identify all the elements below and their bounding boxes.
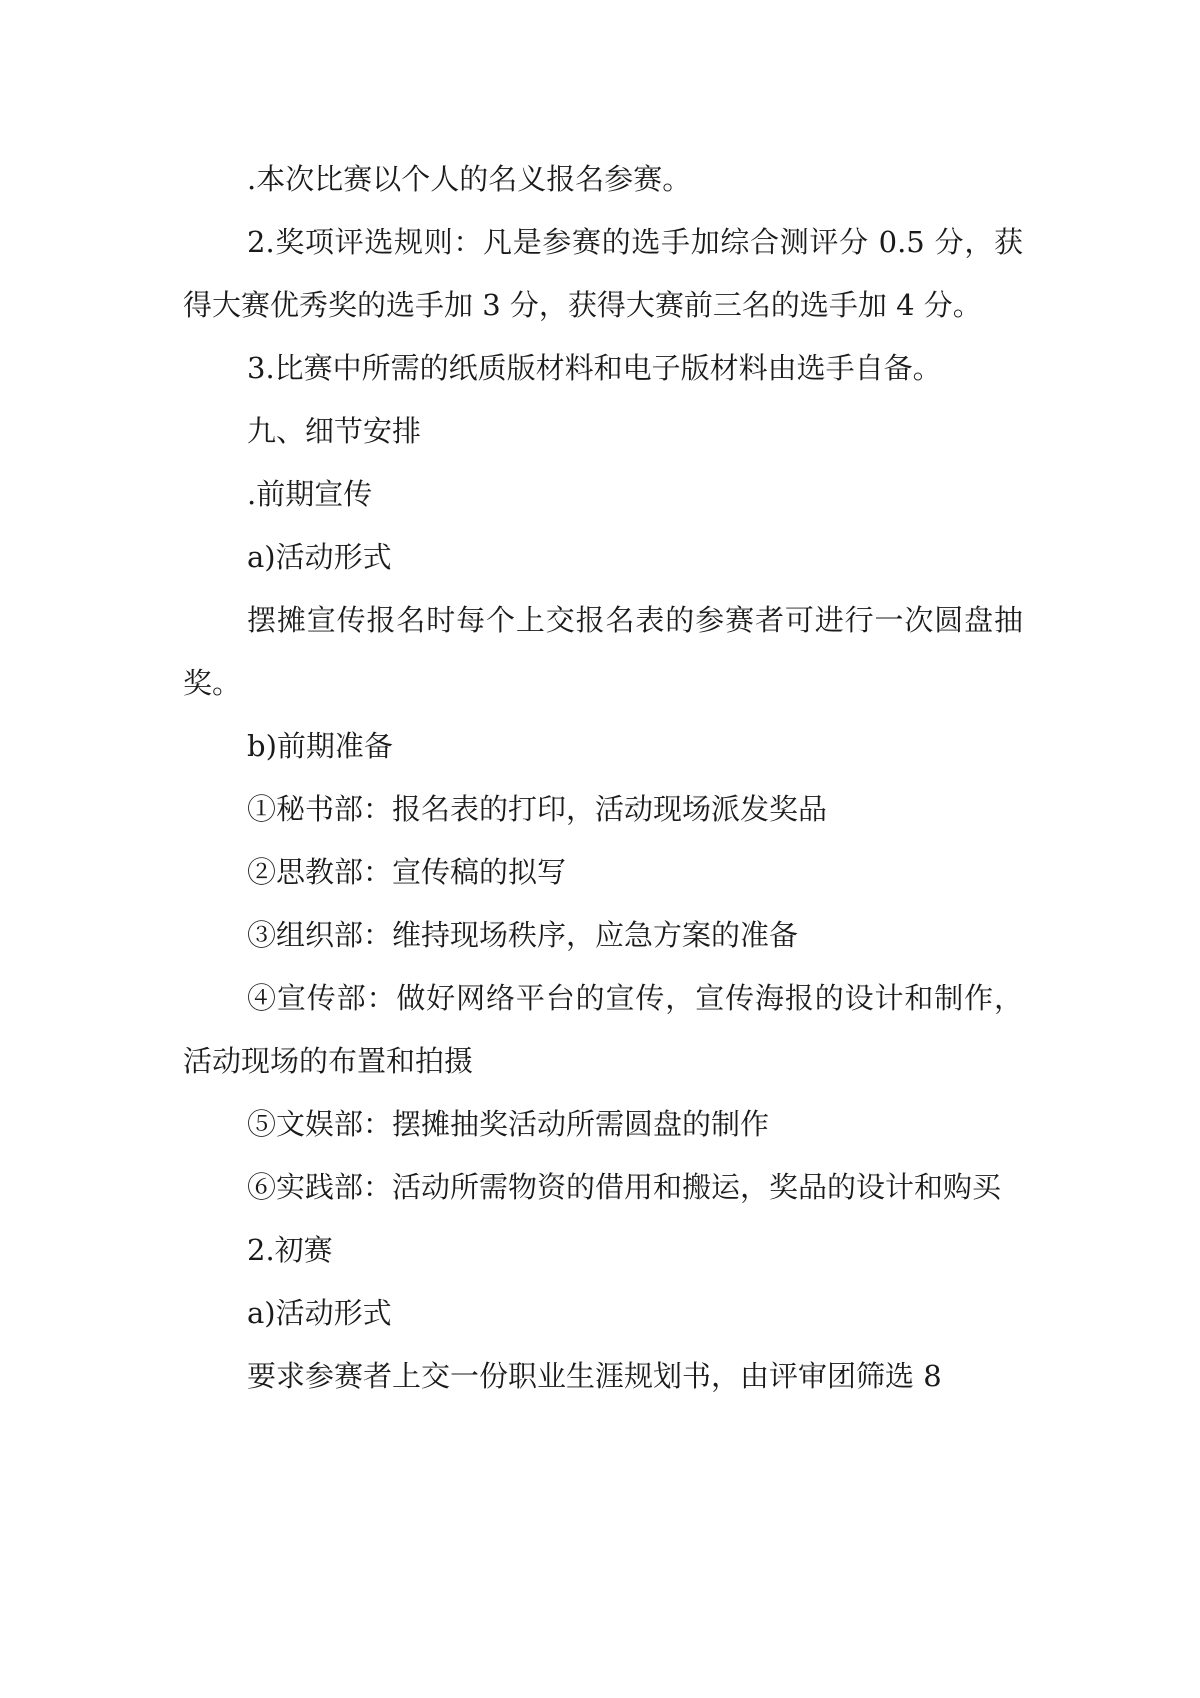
task-secretariat: ①秘书部：报名表的打印，活动现场派发奖品 (247, 792, 828, 826)
document-body (183, 148, 1023, 1408)
paragraph-materials: 3.比赛中所需的纸质版材料和电子版材料由选手自备。 (247, 351, 942, 385)
paragraph-award-rules: 2.奖项评选规则：凡是参赛的选手加综合测评分 0.5 分，获得大赛优秀奖的选手加 3 分，获得大赛前三名的选手加 4 分。 (183, 225, 1023, 322)
task-ideology-dept: ②思教部：宣传稿的拟写 (247, 855, 567, 889)
paragraph-lottery: 摆摊宣传报名时每个上交报名表的参赛者可进行一次圆盘抽奖。 (183, 603, 1023, 700)
item-preparation: b)前期准备 (247, 729, 393, 763)
paragraph-entry-method: .本次比赛以个人的名义报名参赛。 (247, 162, 692, 196)
section-heading-details: 九、细节安排 (247, 414, 422, 448)
task-practice-dept: ⑥实践部：活动所需物资的借用和搬运，奖品的设计和购买 (247, 1170, 1002, 1204)
task-entertainment-dept: ⑤文娱部：摆摊抽奖活动所需圆盘的制作 (247, 1107, 770, 1141)
subheading-early-promotion: .前期宣传 (247, 477, 373, 511)
task-organization-dept: ③组织部：维持现场秩序，应急方案的准备 (247, 918, 799, 952)
paragraph-preliminary-requirement: 要求参赛者上交一份职业生涯规划书，由评审团筛选 8 (247, 1359, 942, 1393)
item-activity-format: a)活动形式 (247, 540, 392, 574)
task-publicity-dept: ④宣传部：做好网络平台的宣传，宣传海报的设计和制作，活动现场的布置和拍摄 (183, 981, 1023, 1078)
subheading-preliminary: 2.初赛 (247, 1233, 333, 1267)
item-preliminary-format: a)活动形式 (247, 1296, 392, 1330)
